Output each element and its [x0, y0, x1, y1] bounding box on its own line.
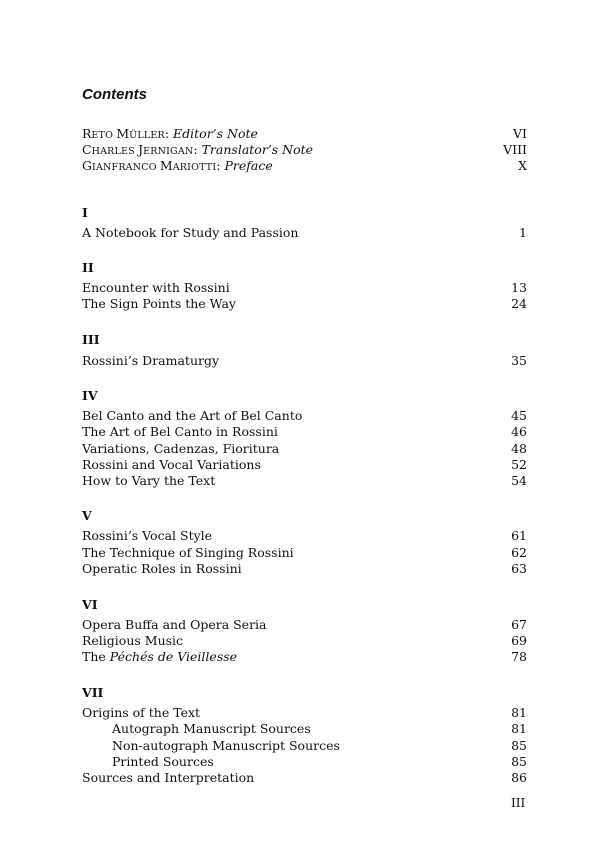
- toc-entry[interactable]: [82, 225, 527, 241]
- entry-page: 81: [511, 721, 527, 736]
- entry-page: VI: [513, 126, 527, 141]
- entry-title: Rossini’s Dramaturgy: [82, 353, 220, 368]
- toc-entry[interactable]: [82, 617, 527, 633]
- entry-page: 61: [511, 528, 527, 543]
- entry-page: 1: [519, 225, 527, 240]
- entry-page: 69: [511, 633, 527, 648]
- entry-title: Operatic Roles in Rossini: [82, 561, 242, 576]
- entry-title: Autograph Manuscript Sources: [112, 721, 311, 736]
- toc-entry[interactable]: [82, 770, 527, 786]
- entry-title: Opera Buffa and Opera Seria: [82, 617, 267, 632]
- toc-entry[interactable]: [82, 705, 527, 721]
- entry-title: The Art of Bel Canto in Rossini: [82, 424, 278, 439]
- toc-entry-editors-note[interactable]: [82, 126, 527, 142]
- toc-entry[interactable]: [82, 473, 527, 489]
- toc-entry[interactable]: [82, 633, 527, 649]
- entry-title: Religious Music: [82, 633, 184, 648]
- entry-page: VIII: [503, 142, 527, 157]
- entry-page: 48: [511, 441, 527, 456]
- entry-page: 62: [511, 545, 527, 560]
- section-heading-v: V: [82, 508, 92, 523]
- entry-title: Origins of the Text: [82, 705, 201, 720]
- page-title: Contents: [82, 86, 147, 103]
- toc-entry[interactable]: [82, 528, 527, 544]
- toc-entry[interactable]: [82, 296, 527, 312]
- toc-entry-preface[interactable]: [82, 158, 527, 174]
- entry-title: CHARLES JERNIGAN: Translator’s Note: [82, 142, 314, 157]
- section-heading-vi: VI: [82, 597, 98, 612]
- toc-entry[interactable]: [82, 424, 527, 440]
- entry-title: Rossini’s Vocal Style: [82, 528, 213, 543]
- toc-entry[interactable]: [82, 408, 527, 424]
- entry-page: 85: [511, 754, 527, 769]
- section-heading-vii: VII: [82, 685, 104, 700]
- toc-entry-translators-note[interactable]: [82, 142, 527, 158]
- entry-page: 13: [511, 280, 527, 295]
- entry-page: 54: [511, 473, 527, 488]
- entry-title: The Technique of Singing Rossini: [82, 545, 294, 560]
- section-heading-i: I: [82, 205, 88, 220]
- entry-page: 78: [511, 649, 527, 664]
- entry-title: The Sign Points the Way: [82, 296, 236, 311]
- toc-subentry[interactable]: [82, 721, 527, 737]
- entry-page: 67: [511, 617, 527, 632]
- entry-page: 52: [511, 457, 527, 472]
- entry-title: Printed Sources: [112, 754, 214, 769]
- section-heading-ii: II: [82, 260, 94, 275]
- section-heading-iv: IV: [82, 388, 98, 403]
- section-heading-iii: III: [82, 332, 100, 347]
- toc-entry[interactable]: [82, 649, 527, 665]
- entry-title: How to Vary the Text: [82, 473, 216, 488]
- toc-entry[interactable]: [82, 561, 527, 577]
- entry-page: 81: [511, 705, 527, 720]
- entry-title: Sources and Interpretation: [82, 770, 255, 785]
- toc-subentry[interactable]: [82, 754, 527, 770]
- entry-title: GIANFRANCO MARIOTTI: Preface: [82, 158, 273, 173]
- entry-title: Rossini and Vocal Variations: [82, 457, 261, 472]
- entry-title: RETO MÜLLER: Editor’s Note: [82, 126, 258, 141]
- entry-title: The Péchés de Vieillesse: [82, 649, 238, 664]
- page-number: III: [511, 796, 526, 810]
- entry-page: 63: [511, 561, 527, 576]
- entry-page: 35: [511, 353, 527, 368]
- toc-entry[interactable]: [82, 441, 527, 457]
- entry-title: Bel Canto and the Art of Bel Canto: [82, 408, 303, 423]
- toc-entry[interactable]: [82, 545, 527, 561]
- entry-title: A Notebook for Study and Passion: [82, 225, 299, 240]
- entry-page: 45: [511, 408, 527, 423]
- entry-page: 24: [511, 296, 527, 311]
- toc-entry[interactable]: [82, 353, 527, 369]
- entry-title: Non-autograph Manuscript Sources: [112, 738, 340, 753]
- entry-title: Variations, Cadenzas, Fioritura: [82, 441, 280, 456]
- toc-subentry[interactable]: [82, 738, 527, 754]
- entry-page: 85: [511, 738, 527, 753]
- entry-page: 86: [511, 770, 527, 785]
- entry-page: 46: [511, 424, 527, 439]
- toc-entry[interactable]: [82, 280, 527, 296]
- toc-entry[interactable]: [82, 457, 527, 473]
- entry-title: Encounter with Rossini: [82, 280, 230, 295]
- entry-page: X: [518, 158, 527, 173]
